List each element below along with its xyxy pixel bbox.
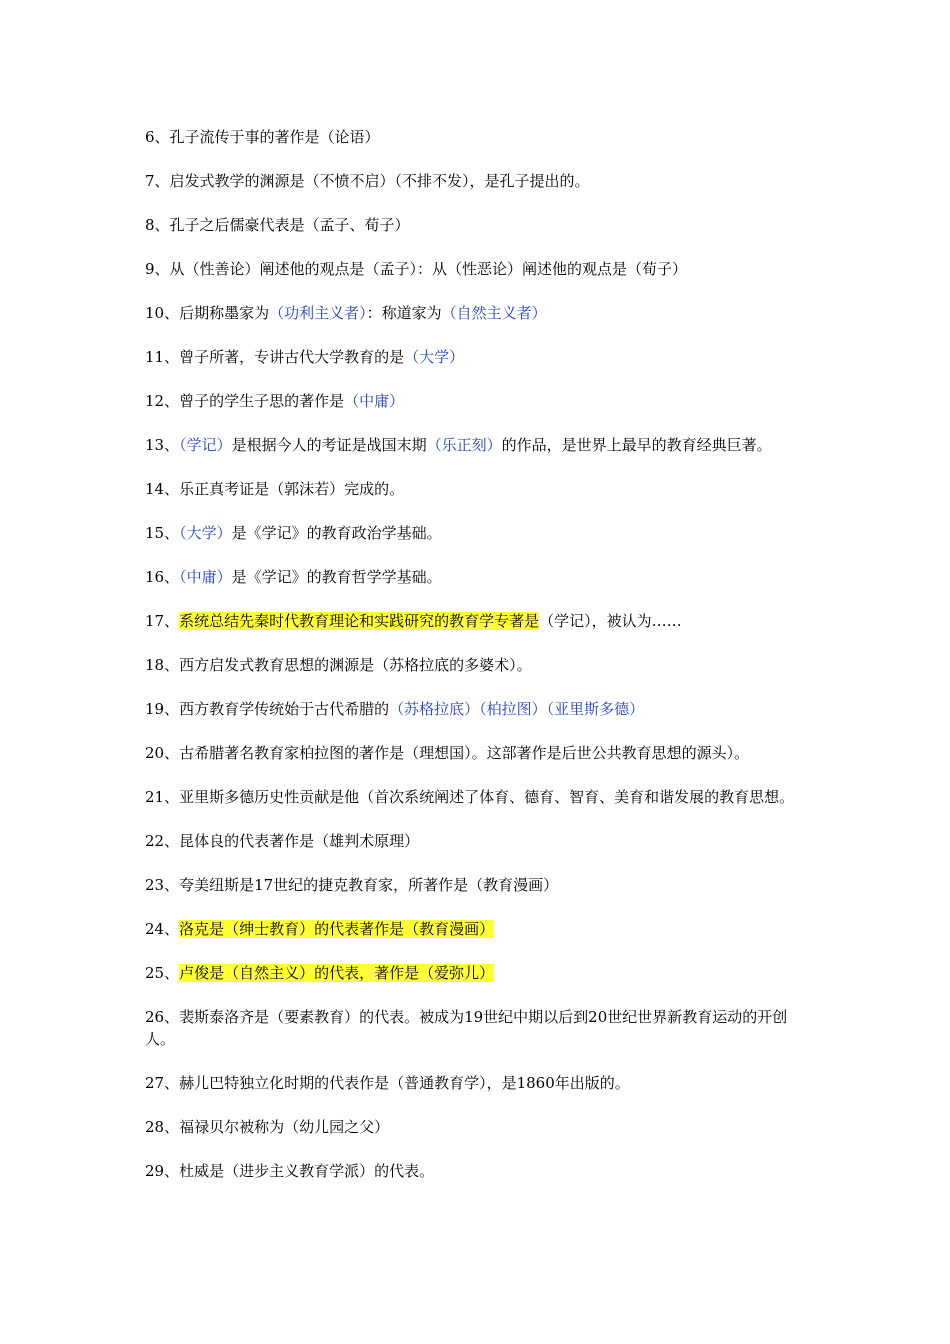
text-segment: 9、从（性善论）阐述他的观点是（孟子）：从（性恶论）阐述他的观点是（荀子） (145, 260, 688, 278)
question-item-15 (145, 522, 813, 544)
question-item-29 (145, 1160, 813, 1182)
question-item-26 (145, 1006, 813, 1050)
highlighted-text: 洛克是（绅士教育）的代表著作是（教育漫画） (179, 920, 495, 938)
question-item-10 (145, 302, 813, 324)
text-segment: 22、昆体良的代表著作是（雄判术原理） (145, 832, 420, 850)
highlighted-text: 卢俊是（自然主义）的代表，著作是（爱弥儿） (179, 964, 495, 982)
answer-text: （中庸） (344, 392, 405, 410)
highlighted-text: 系统总结先秦时代教育理论和实践研究的教育学专著是 (179, 612, 540, 630)
text-segment: 是根据今人的考证是战国末期 (231, 436, 427, 454)
text-segment: 17、 (145, 612, 180, 630)
question-list (145, 126, 813, 1204)
answer-text: （乐正刻） (426, 436, 502, 454)
text-segment: 16、 (145, 568, 180, 586)
question-item-20 (145, 742, 813, 764)
text-segment: 26、裴斯泰洛齐是（要素教育）的代表。被成为19世纪中期以后到20世纪世界新教育运动的开创人。 (145, 1008, 788, 1048)
text-segment: 的作品，是世界上最早的教育经典巨著。 (501, 436, 772, 454)
text-segment: 是《学记》的教育政治学基础。 (231, 524, 442, 542)
answer-text: （大学） (404, 348, 465, 366)
answer-text: （自然主义者） (441, 304, 547, 322)
text-segment: 20、古希腊著名教育家柏拉图的著作是（理想国）。这部著作是后世公共教育思想的源头）。 (145, 744, 750, 762)
text-segment: 10、后期称墨家为 (145, 304, 270, 322)
answer-text: （苏格拉底）（柏拉图）（亚里斯多德） (389, 700, 645, 718)
text-segment: 19、西方教育学传统始于古代希腊的 (145, 700, 390, 718)
text-segment: 23、夸美纽斯是17世纪的捷克教育家，所著作是（教育漫画） (145, 876, 559, 894)
question-item-7 (145, 170, 813, 192)
text-segment: 7、启发式教学的渊源是（不愤不启）（不排不发），是孔子提出的。 (145, 172, 590, 190)
question-item-21 (145, 786, 813, 808)
question-item-14 (145, 478, 813, 500)
text-segment: 15、 (145, 524, 180, 542)
text-segment: 6、孔子流传于事的著作是（论语） (145, 128, 380, 146)
text-segment: 12、曾子的学生子思的著作是 (145, 392, 345, 410)
question-item-9 (145, 258, 813, 280)
question-item-18 (145, 654, 813, 676)
question-item-11 (145, 346, 813, 368)
question-item-16 (145, 566, 813, 588)
question-item-8 (145, 214, 813, 236)
text-segment: 28、福禄贝尔被称为（幼儿园之父） (145, 1118, 390, 1136)
text-segment: 13、 (145, 436, 180, 454)
answer-text: （中庸） (179, 568, 232, 586)
text-segment: 24、 (145, 920, 180, 938)
text-segment: 27、赫儿巴特独立化时期的代表作是（普通教育学），是1860年出版的。 (145, 1074, 630, 1092)
question-item-28 (145, 1116, 813, 1138)
text-segment: 11、曾子所著，专讲古代大学教育的是 (145, 348, 405, 366)
question-item-12 (145, 390, 813, 412)
text-segment: 8、孔子之后儒豪代表是（孟子、荀子） (145, 216, 410, 234)
text-segment: 18、西方启发式教育思想的渊源是（苏格拉底的多婆术）。 (145, 656, 532, 674)
text-segment: 是《学记》的教育哲学学基础。 (231, 568, 442, 586)
question-item-27 (145, 1072, 813, 1094)
answer-text: （功利主义者） (269, 304, 367, 322)
question-item-22 (145, 830, 813, 852)
question-item-13 (145, 434, 813, 456)
question-item-17 (145, 610, 813, 632)
text-segment: 14、乐正真考证是（郭沫若）完成的。 (145, 480, 405, 498)
text-segment: （学记），被认为…… (539, 612, 682, 630)
text-segment: 25、 (145, 964, 180, 982)
text-segment: ：称道家为 (366, 304, 442, 322)
question-item-25 (145, 962, 813, 984)
text-segment: 29、杜威是（进步主义教育学派）的代表。 (145, 1162, 435, 1180)
question-item-24 (145, 918, 813, 940)
question-item-23 (145, 874, 813, 896)
answer-text: （大学） (179, 524, 232, 542)
question-item-19 (145, 698, 813, 720)
question-item-6 (145, 126, 813, 148)
text-segment: 21、亚里斯多德历史性贡献是他（首次系统阐述了体育、德育、智育、美育和谐发展的教育思想。 (145, 788, 795, 806)
answer-text: （学记） (179, 436, 232, 454)
